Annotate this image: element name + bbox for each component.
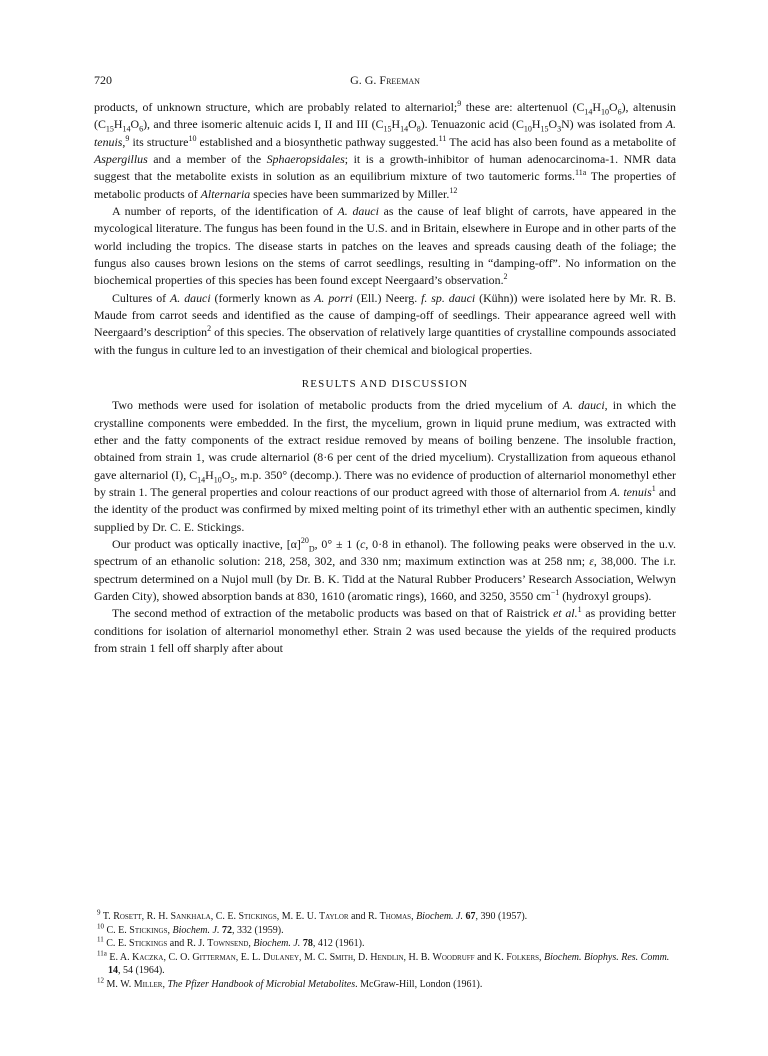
footnote: $^{10}$ C. E. Stickings, Biochem. J. 72, 332 (1959). [97, 922, 284, 936]
section-heading: RESULTS AND DISCUSSION [301, 378, 469, 391]
page-header [94, 72, 676, 88]
paragraph-second-method: The second method of extraction of the metabolic products was based on that of Raistrick et al.$^1$ as providing better conditions for isolation of alternariol monomethyl ether. Strain 2 was used because the yields of the required products from strain 1 fell off sharply after about [94, 605, 676, 655]
paragraph-optical-spectra: Our product was optically inactive, $[\alpha]^{20}_D$, 0° ± 1 (c, 0·8 in ethanol). The following peaks were observed in the u.v. spectrum of an ethanolic solution: 218, 258, 302, and 330 nm; maximum extinction was at 258 nm; ε, 38,000. The i.r. spectrum determined on a Nujol mull (by Dr. B. K. Tidd at the Natural Rubber Producers’ Research Association, Welwyn Garden City), showed absorption bands at 830, 1610 (aromatic rings), 1660, and 3250, 3550 $cm^{-1}$ (hydroxyl groups). [94, 535, 676, 603]
footnotes [94, 910, 676, 992]
footnote: $^9$ T. Rosett, R. H. Sankhala, C. E. Stickings, M. E. U. Taylor and R. Thomas, Biochem. J. 67, 390 (1957). [97, 908, 528, 922]
page-number: 720 [94, 73, 112, 87]
author-name: G. G. Freeman [350, 73, 420, 87]
paragraph-continued: products, of unknown structure, which are probably related to alternariol;$^9$ these are: altertenuol $(C_{14}H_{10}O_6)$, altenusin $(C_{15}H_{14}O_6)$, and three isomeric altenuic acids I, II and III $(C_{15}H_{14}O_8)$. Tenuazonic acid $(C_{10}H_{15}O_3N)$ was isolated from A. tenuis,$^9$ its structure$^{10}$ established and a biosynthetic pathway suggested.$^{11}$ The acid has also been found as a metabolite of Aspergillus and a member of the Sphaeropsidales; it is a growth-inhibitor of human adenocarcinoma-1. NMR data suggest that the metabolite exists in solution as an equilibrium mixture of two tautomeric forms.$^{11a}$ The properties of metabolic products of Alternaria species have been summarized by Miller.$^{12}$ [94, 99, 677, 201]
paragraph-isolation-methods: Two methods were used for isolation of metabolic products from the dried mycelium of A. dauci, in which the crystalline components were embedded. In the first, the mycelium, grown in liquid prune medium, was extracted with ether and the fatty components of the extract residue removed by means of boiling benzene. The insoluble fraction, obtained from strain 1, was crude alternariol (8·6 per cent of the dried mycelium). Crystallization from aqueous ethanol gave alternariol (I), $C_{14}H_{10}O_5$, m.p. 350° (decomp.). There was no evidence of production of alternariol monomethyl ether by strain 1. The general properties and colour reactions of our product agreed with those of alternariol from A. tenuis$^1$ and the identity of the product was confirmed by mixed melting point of its trimethyl ether with an authentic specimen, kindly supplied by Dr. C. E. Stickings. [94, 398, 676, 534]
body-text [94, 99, 676, 657]
paragraph-cultures: Cultures of A. dauci (formerly known as A. porri (Ell.) Neerg. f. sp. dauci (Kühn)) were isolated here by Mr. R. B. Maude from carrot seeds and identified as the cause of damping-off of seedlings. Their appearance agreed well with Neergaard’s description$^2$ of this species. The observation of relatively large quantities of crystalline compounds associated with the fungus in culture led to an investigation of their chemical and biological properties. [94, 290, 677, 357]
running-head [94, 72, 676, 88]
paragraph-leaf-blight-reports: A number of reports, of the identification of A. dauci as the cause of leaf blight of carrots, have appeared in the mycological literature. The fungus has been found in the U.S. and in Britain, elsewhere in Europe and in other parts of the world including the tropics. The disease starts in patches on the leaves and spreads causing death of the foliage; the fungus also causes brown lesions on the stems of carrot seedlings, resulting in “damping-off”. No information on the biochemical properties of this species has been found except Neergaard’s observation.$^2$ [94, 204, 676, 288]
footnote: $^{11}$ C. E. Stickings and R. J. Townsend, Biochem. J. 78, 412 (1961). [97, 935, 365, 950]
footnote: $^{12}$ M. W. Miller, The Pfizer Handbook of Microbial Metabolites. McGraw-Hill, London (1961). [97, 976, 483, 990]
footnote: $^{11a}$ E. A. Kaczka, C. O. Gitterman, E. L. Dulaney, M. C. Smith, D. Hendlin, H. B. Woodruff and K. Folkers, Biochem. Biophys. Res. Comm. 14, 54 (1964). [97, 949, 670, 977]
